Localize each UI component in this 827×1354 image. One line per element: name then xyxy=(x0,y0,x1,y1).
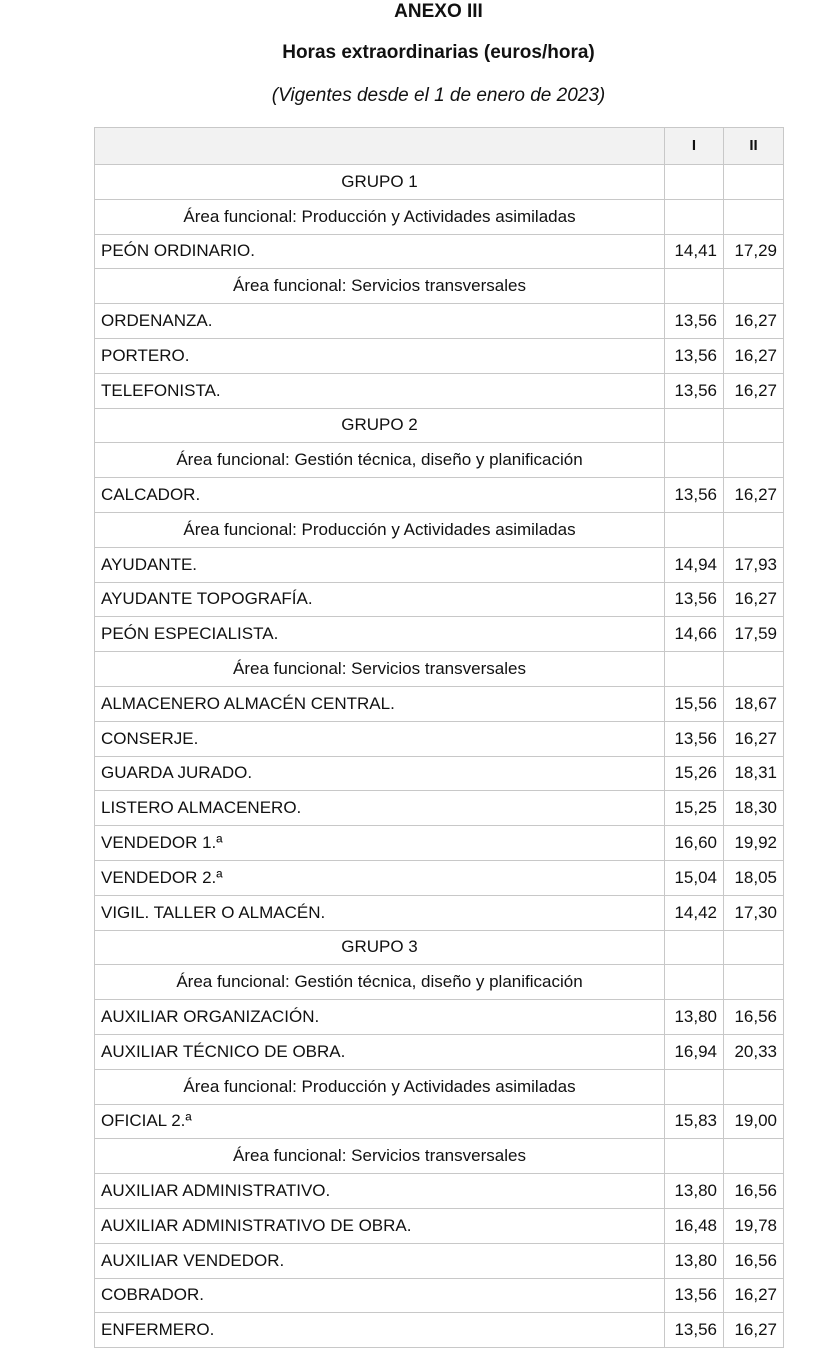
empty-cell xyxy=(665,199,724,234)
rate-level-i-cell: 15,25 xyxy=(665,791,724,826)
rate-level-ii-cell: 20,33 xyxy=(724,1034,784,1069)
empty-cell xyxy=(724,165,784,200)
rate-level-ii-cell: 16,27 xyxy=(724,1278,784,1313)
rate-level-ii-cell: 18,67 xyxy=(724,686,784,721)
rate-level-i-cell: 13,56 xyxy=(665,478,724,513)
empty-cell xyxy=(724,965,784,1000)
group-heading: GRUPO 1 xyxy=(95,165,665,200)
job-title-cell: OFICIAL 2.ª xyxy=(95,1104,665,1139)
empty-cell xyxy=(724,1069,784,1104)
empty-cell xyxy=(724,512,784,547)
rate-level-ii-cell: 18,30 xyxy=(724,791,784,826)
rate-level-ii-cell: 16,27 xyxy=(724,373,784,408)
job-title-cell: COBRADOR. xyxy=(95,1278,665,1313)
table-row xyxy=(95,686,784,721)
functional-area-row xyxy=(95,199,784,234)
job-title-cell: ALMACENERO ALMACÉN CENTRAL. xyxy=(95,686,665,721)
rate-level-ii-cell: 17,30 xyxy=(724,895,784,930)
rate-level-i-cell: 14,42 xyxy=(665,895,724,930)
job-title-cell: CONSERJE. xyxy=(95,721,665,756)
functional-area-heading: Área funcional: Gestión técnica, diseño y planificación xyxy=(95,965,665,1000)
empty-cell xyxy=(665,1069,724,1104)
functional-area-heading: Área funcional: Servicios transversales xyxy=(95,269,665,304)
empty-cell xyxy=(665,1139,724,1174)
rate-level-ii-cell: 19,92 xyxy=(724,826,784,861)
job-title-cell: AYUDANTE. xyxy=(95,547,665,582)
header-level-i: I xyxy=(665,128,724,165)
table-row xyxy=(95,756,784,791)
table-row xyxy=(95,1174,784,1209)
rate-level-ii-cell: 16,56 xyxy=(724,1000,784,1035)
job-title-cell: AUXILIAR ADMINISTRATIVO DE OBRA. xyxy=(95,1208,665,1243)
rate-level-ii-cell: 16,27 xyxy=(724,1313,784,1348)
job-title-cell: AUXILIAR ADMINISTRATIVO. xyxy=(95,1174,665,1209)
functional-area-row xyxy=(95,443,784,478)
job-title-cell: PEÓN ORDINARIO. xyxy=(95,234,665,269)
functional-area-row xyxy=(95,965,784,1000)
rate-level-i-cell: 13,80 xyxy=(665,1243,724,1278)
table-row xyxy=(95,791,784,826)
table-row xyxy=(95,1208,784,1243)
rate-level-ii-cell: 17,59 xyxy=(724,617,784,652)
table-row xyxy=(95,860,784,895)
table-row xyxy=(95,1313,784,1348)
job-title-cell: CALCADOR. xyxy=(95,478,665,513)
annex-subtitle: Horas extraordinarias (euros/hora) xyxy=(282,42,595,63)
table-row xyxy=(95,547,784,582)
rate-level-ii-cell: 16,27 xyxy=(724,304,784,339)
table-header-row xyxy=(95,128,784,165)
empty-cell xyxy=(665,512,724,547)
rate-level-i-cell: 14,41 xyxy=(665,234,724,269)
job-title-cell: AUXILIAR ORGANIZACIÓN. xyxy=(95,1000,665,1035)
empty-cell xyxy=(665,443,724,478)
table-row xyxy=(95,373,784,408)
job-title-cell: VENDEDOR 1.ª xyxy=(95,826,665,861)
table-row xyxy=(95,338,784,373)
rate-level-i-cell: 16,48 xyxy=(665,1208,724,1243)
job-title-cell: LISTERO ALMACENERO. xyxy=(95,791,665,826)
group-heading: GRUPO 2 xyxy=(95,408,665,443)
rate-level-i-cell: 13,56 xyxy=(665,582,724,617)
job-title-cell: ENFERMERO. xyxy=(95,1313,665,1348)
empty-cell xyxy=(665,652,724,687)
functional-area-heading: Área funcional: Servicios transversales xyxy=(95,652,665,687)
rate-level-ii-cell: 19,00 xyxy=(724,1104,784,1139)
overtime-rates-table xyxy=(94,127,784,1348)
rate-level-ii-cell: 16,56 xyxy=(724,1243,784,1278)
table-row xyxy=(95,1243,784,1278)
empty-cell xyxy=(665,408,724,443)
group-heading-row xyxy=(95,930,784,965)
rate-level-ii-cell: 19,78 xyxy=(724,1208,784,1243)
rate-level-i-cell: 13,80 xyxy=(665,1000,724,1035)
rate-level-i-cell: 13,56 xyxy=(665,721,724,756)
rate-level-ii-cell: 17,29 xyxy=(724,234,784,269)
table-row xyxy=(95,721,784,756)
rate-level-ii-cell: 16,27 xyxy=(724,478,784,513)
rate-level-ii-cell: 18,31 xyxy=(724,756,784,791)
functional-area-heading: Área funcional: Producción y Actividades asimiladas xyxy=(95,199,665,234)
empty-cell xyxy=(665,269,724,304)
empty-cell xyxy=(724,443,784,478)
annex-title: ANEXO III xyxy=(394,1,483,22)
job-title-cell: ORDENANZA. xyxy=(95,304,665,339)
job-title-cell: VIGIL. TALLER O ALMACÉN. xyxy=(95,895,665,930)
job-title-cell: AYUDANTE TOPOGRAFÍA. xyxy=(95,582,665,617)
table-row xyxy=(95,1000,784,1035)
job-title-cell: GUARDA JURADO. xyxy=(95,756,665,791)
job-title-cell: AUXILIAR VENDEDOR. xyxy=(95,1243,665,1278)
functional-area-heading: Área funcional: Servicios transversales xyxy=(95,1139,665,1174)
functional-area-row xyxy=(95,1139,784,1174)
empty-cell xyxy=(724,930,784,965)
empty-cell xyxy=(724,652,784,687)
table-row xyxy=(95,1104,784,1139)
table-row xyxy=(95,234,784,269)
rate-level-ii-cell: 16,27 xyxy=(724,338,784,373)
rate-level-ii-cell: 17,93 xyxy=(724,547,784,582)
job-title-cell: PEÓN ESPECIALISTA. xyxy=(95,617,665,652)
rate-level-i-cell: 15,04 xyxy=(665,860,724,895)
table-row xyxy=(95,1278,784,1313)
rate-level-i-cell: 16,94 xyxy=(665,1034,724,1069)
functional-area-heading: Área funcional: Producción y Actividades asimiladas xyxy=(95,1069,665,1104)
empty-cell xyxy=(724,1139,784,1174)
rate-level-i-cell: 14,66 xyxy=(665,617,724,652)
table-row xyxy=(95,582,784,617)
empty-cell xyxy=(665,965,724,1000)
group-heading: GRUPO 3 xyxy=(95,930,665,965)
rate-level-i-cell: 13,56 xyxy=(665,1278,724,1313)
rate-level-i-cell: 13,56 xyxy=(665,304,724,339)
rate-level-ii-cell: 18,05 xyxy=(724,860,784,895)
job-title-cell: TELEFONISTA. xyxy=(95,373,665,408)
empty-cell xyxy=(724,199,784,234)
rate-level-i-cell: 15,26 xyxy=(665,756,724,791)
header-category xyxy=(95,128,665,165)
job-title-cell: PORTERO. xyxy=(95,338,665,373)
table-row xyxy=(95,304,784,339)
empty-cell xyxy=(724,408,784,443)
group-heading-row xyxy=(95,165,784,200)
rate-level-i-cell: 13,80 xyxy=(665,1174,724,1209)
rate-level-i-cell: 13,56 xyxy=(665,373,724,408)
rate-level-i-cell: 13,56 xyxy=(665,1313,724,1348)
rate-level-i-cell: 14,94 xyxy=(665,547,724,582)
header-level-ii: II xyxy=(724,128,784,165)
rate-level-ii-cell: 16,27 xyxy=(724,582,784,617)
table-body xyxy=(95,165,784,1348)
rate-level-i-cell: 15,56 xyxy=(665,686,724,721)
table-row xyxy=(95,617,784,652)
table-row xyxy=(95,895,784,930)
empty-cell xyxy=(665,930,724,965)
table-row xyxy=(95,826,784,861)
functional-area-heading: Área funcional: Producción y Actividades asimiladas xyxy=(95,512,665,547)
table-row xyxy=(95,1034,784,1069)
functional-area-row xyxy=(95,652,784,687)
empty-cell xyxy=(724,269,784,304)
functional-area-heading: Área funcional: Gestión técnica, diseño y planificación xyxy=(95,443,665,478)
validity-note: (Vigentes desde el 1 de enero de 2023) xyxy=(271,85,606,106)
job-title-cell: AUXILIAR TÉCNICO DE OBRA. xyxy=(95,1034,665,1069)
rate-level-ii-cell: 16,56 xyxy=(724,1174,784,1209)
rate-level-i-cell: 15,83 xyxy=(665,1104,724,1139)
functional-area-row xyxy=(95,269,784,304)
empty-cell xyxy=(665,165,724,200)
table-row xyxy=(95,478,784,513)
rate-level-i-cell: 16,60 xyxy=(665,826,724,861)
job-title-cell: VENDEDOR 2.ª xyxy=(95,860,665,895)
rate-level-i-cell: 13,56 xyxy=(665,338,724,373)
functional-area-row xyxy=(95,1069,784,1104)
group-heading-row xyxy=(95,408,784,443)
functional-area-row xyxy=(95,512,784,547)
rate-level-ii-cell: 16,27 xyxy=(724,721,784,756)
